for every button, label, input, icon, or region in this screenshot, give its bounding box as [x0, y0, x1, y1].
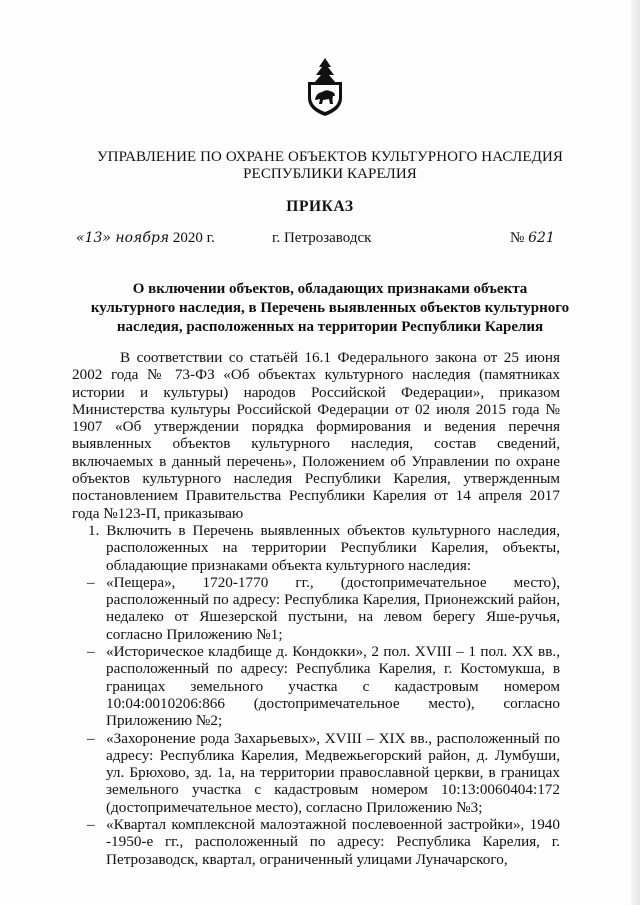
list-dash: –	[87, 816, 95, 834]
order-body	[72, 349, 560, 868]
list-item	[72, 730, 560, 816]
list-item-text: «Квартал комплексной малоэтажной послевоенной застройки», 1940 -1950-е гг., расположенный по адресу: Республика Карелия, г. Петрозаводск, квартал, ограниченный улицами Луначарского,	[106, 816, 560, 868]
agency-name-line2: РЕСПУБЛИКИ КАРЕЛИЯ	[243, 166, 417, 182]
order-subject-line2: культурного наследия, в Перечень выявленных объектов культурного	[90, 300, 570, 316]
agency-name-line1: УПРАВЛЕНИЕ ПО ОХРАНЕ ОБЪЕКТОВ КУЛЬТУРНОГО НАСЛЕДИЯ	[96, 149, 564, 165]
order-title: ПРИКАЗ	[286, 198, 354, 215]
order-date-handwritten: «13» ноября	[76, 230, 170, 246]
heritage-objects-list	[72, 574, 560, 868]
list-item-text: «Пещера», 1720-1770 гг., (достопримечательное место), расположенный по адресу: Республика Карелия, Прионежский район, недалеко от Яшезерской пустыни, на левом берегу Яше-ручья, согласно Приложению №1;	[106, 573, 560, 643]
list-dash: –	[87, 729, 95, 747]
order-subject-line3: наследия, расположенных на территории Республики Карелия	[116, 319, 544, 335]
coat-of-arms-emblem	[306, 58, 344, 116]
order-subject-line1: О включении объектов, обладающих признаками объекта	[132, 281, 528, 297]
intro-paragraph: В соответствии со статьёй 16.1 Федерального закона от 25 июня 2002 года № 73-ФЗ «Об объектах культурного наследия (памятниках истории и культуры) народов Российской Федерации», приказом Министерства культуры Российской Федерации от 02 июля 2015 года № 1907 «Об утверждении порядка формирования и ведения перечня выявленных объектов культурного наследия, состав сведений, включаемых в данный перечень», Положением об Управлении по охране объектов культурного наследия Республики Карелия, утвержденным постановлением Правительства Республики Карелия от 14 апреля 2017 года №123-П, приказываю	[72, 349, 560, 522]
list-item	[72, 816, 560, 868]
order-number-handwritten: 621	[528, 230, 555, 246]
list-item-text: «Историческое кладбище д. Кондокки», 2 пол. XVIII – 1 пол. XX вв., расположенный по адресу: Республика Карелия, г. Костомукша, в границах земельного участка с кадастровым номером 10:04:0010206:866 (достопримечательное место), согласно Приложению №2;	[106, 643, 560, 730]
order-number	[510, 230, 555, 247]
list-item	[72, 574, 560, 643]
numbered-item-1: 1. Включить в Перечень выявленных объектов культурного наследия, расположенных на территории Республики Карелия, объекты, обладающие признаками объекта культурного наследия:	[88, 521, 560, 574]
scan-edge-strip	[631, 0, 640, 905]
order-date-year: 2020 г.	[169, 230, 215, 246]
order-number-prefix: №	[510, 230, 529, 246]
list-item	[72, 643, 560, 729]
order-city: г. Петрозаводск	[272, 230, 372, 246]
order-date	[76, 230, 215, 247]
list-dash: –	[87, 643, 95, 661]
list-dash: –	[87, 573, 95, 591]
agency-name	[60, 149, 600, 183]
list-item-text: «Захоронение рода Захарьевых», XVIII – XIX вв., расположенный по адресу: Республика Карелия, Медвежьегорский район, д. Лумбуши, ул. Брюхово, зд. 1а, на территории православной церкви, в границах земельного участка с кадастровым номером 10:13:0060404:172 (достопримечательное место), согласно Приложению №3;	[106, 729, 560, 816]
order-subject	[60, 280, 600, 337]
